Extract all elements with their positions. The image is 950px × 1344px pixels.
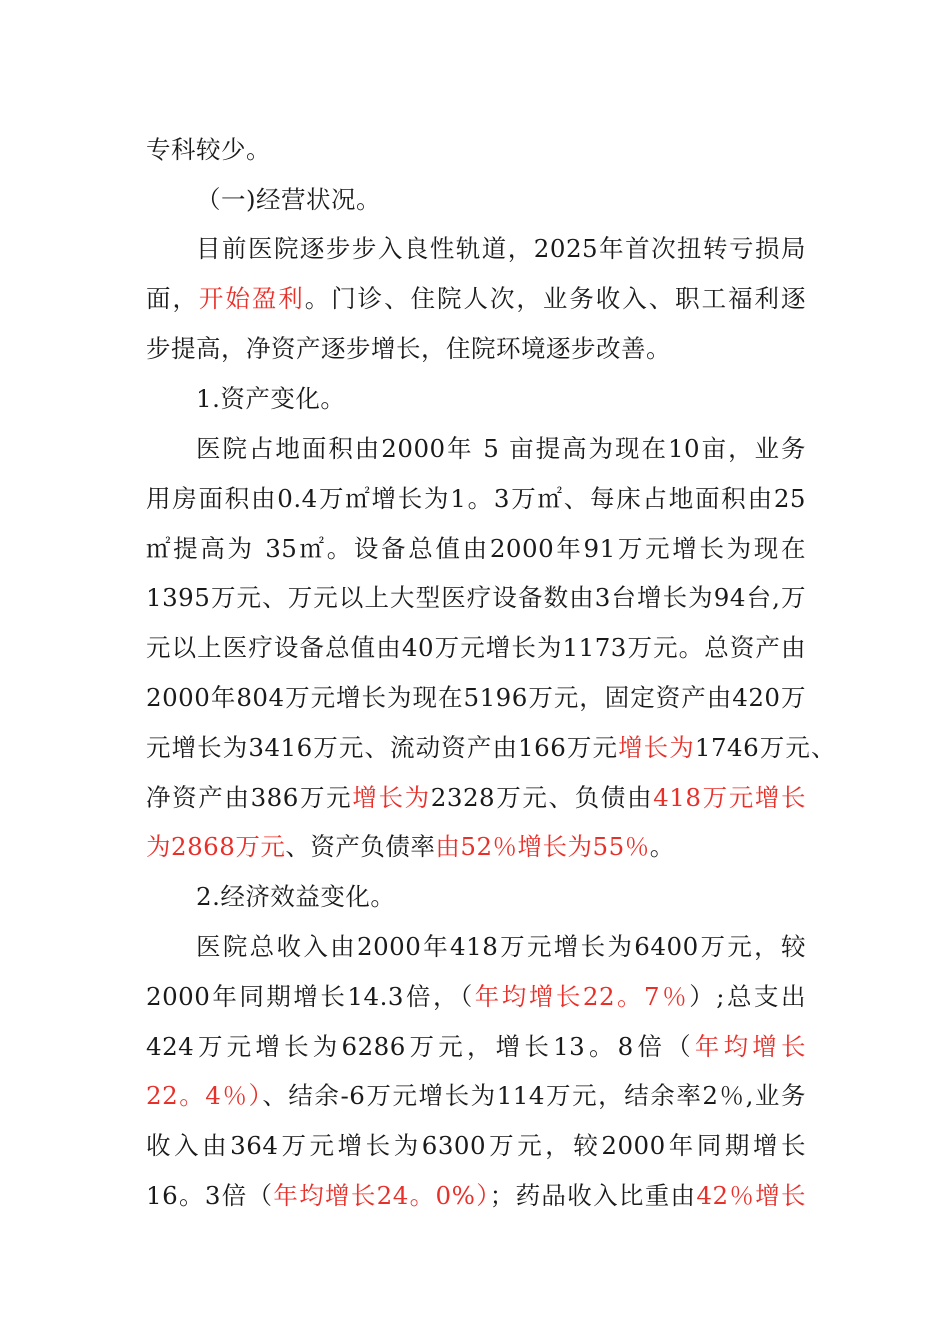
highlighted-text: 为2868万元 [146,832,286,861]
paragraph-line [146,678,806,718]
text-segment: 面， [146,284,199,313]
text-segment: 。门诊、住院人次，业务收入、职工福利逐 [304,284,807,313]
paragraph-line [146,977,806,1017]
paragraph-line [146,1176,806,1216]
text-segment: 424万元增长为6286万元，增长13。8倍（ [146,1032,695,1061]
paragraph-line [196,927,806,967]
text-segment: 专科较少。 [146,135,271,164]
text-line [146,130,806,170]
paragraph-line [146,778,806,818]
paragraph-line [196,429,806,469]
highlighted-text: 由52％增长为55％ [435,832,650,861]
highlighted-text: 42％增长 [696,1181,807,1210]
highlighted-text: 年均增长 [694,1032,806,1061]
paragraph-line [146,279,806,319]
subsection-heading [196,379,856,419]
text-segment: 净资产由386万元 [146,783,353,812]
text-segment: 2.经济效益变化。 [196,882,396,911]
highlighted-text: 22。4％） [146,1081,263,1110]
text-segment: ）;总支出 [689,982,806,1011]
paragraph-line [146,578,806,618]
highlighted-text: 开始盈利 [198,284,305,313]
text-segment: 、资产负债率 [285,832,436,861]
text-segment: 步提高，净资产逐步增长，住院环境逐步改善。 [146,334,671,363]
text-segment: 。 [649,832,675,861]
text-segment: 2000年同期增长14.3倍，（ [146,982,475,1011]
text-segment: 1746万元、 [694,733,836,762]
text-segment: 医院占地面积由2000年 5 亩提高为现在10亩，业务 [196,434,806,463]
section-heading [196,180,856,220]
paragraph-line [146,827,806,867]
text-segment: ；药品收入比重由 [489,1181,697,1210]
highlighted-text: 年均增长24。0%） [273,1181,490,1210]
highlighted-text: 增长为 [618,733,695,762]
text-segment: ㎡提高为 35㎡。设备总值由2000年91万元增长为现在 [146,534,806,563]
text-segment: 、结余-6万元增长为114万元，结余率2％,业务 [262,1081,806,1110]
text-segment: 16。3倍（ [146,1181,274,1210]
paragraph-line [146,1126,806,1166]
text-segment: （一)经营状况。 [196,185,382,214]
subsection-heading [196,877,856,917]
text-segment: 元增长为3416万元、流动资产由166万元 [146,733,619,762]
paragraph-line [196,229,806,269]
text-segment: 1395万元、万元以上大型医疗设备数由3台增长为94台,万 [146,583,806,612]
text-segment: 元以上医疗设备总值由40万元增长为1173万元。总资产由 [146,633,806,662]
paragraph-line [146,529,806,569]
text-segment: 1.资产变化。 [196,384,346,413]
highlighted-text: 年均增长22。7％ [474,982,690,1011]
paragraph-line [146,329,806,369]
paragraph-line [146,1027,806,1067]
text-segment: 2328万元、负债由 [430,783,654,812]
text-segment: 收入由364万元增长为6300万元，较2000年同期增长 [146,1131,806,1160]
text-segment: 目前医院逐步步入良性轨道，2025年首次扭转亏损局 [196,234,806,263]
paragraph-line [146,728,836,768]
highlighted-text: 增长为 [352,783,431,812]
text-segment: 医院总收入由2000年418万元增长为6400万元，较 [196,932,806,961]
paragraph-line [146,1076,806,1116]
paragraph-line [146,479,806,519]
text-segment: 2000年804万元增长为现在5196万元，固定资产由420万 [146,683,806,712]
paragraph-line [146,628,806,668]
highlighted-text: 418万元增长 [653,783,807,812]
text-segment: 用房面积由0.4万㎡增长为1。3万㎡、每床占地面积由25 [146,484,806,513]
